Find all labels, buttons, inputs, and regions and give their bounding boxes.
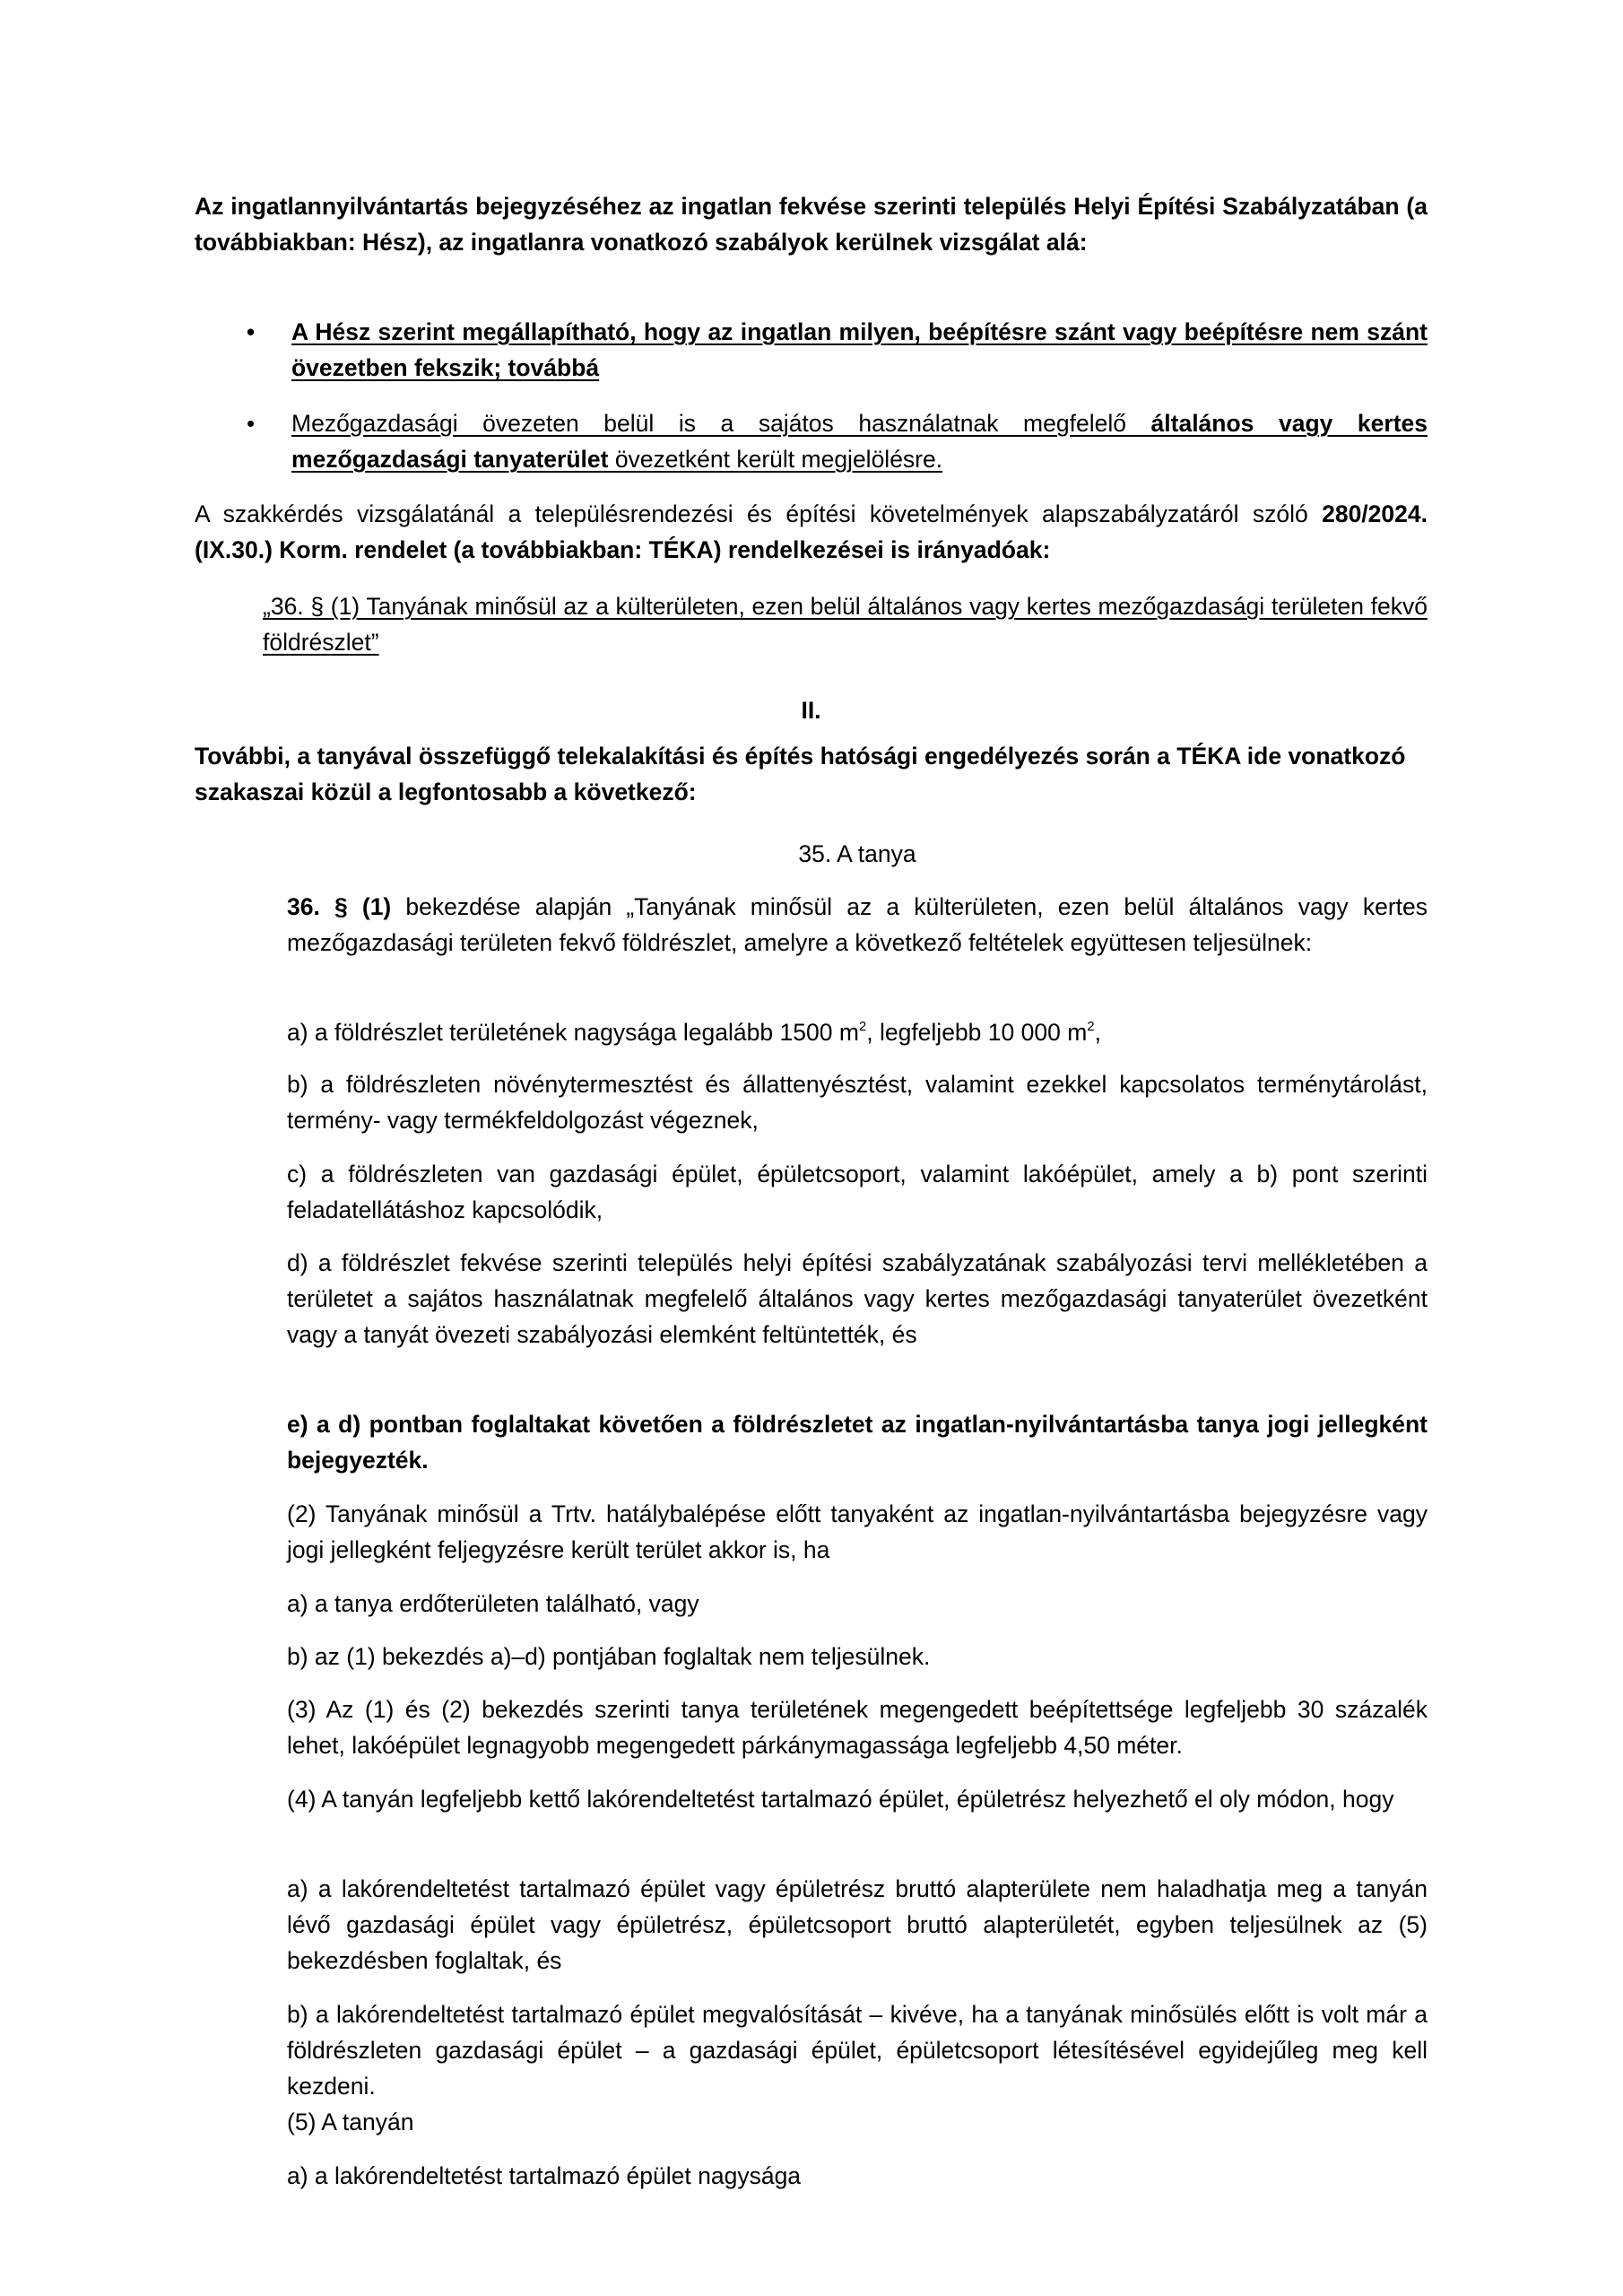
point-text: a) a földrészlet területének nagysága legalább 1500 m <box>287 1019 859 1046</box>
article-number: 36. § (1) <box>287 893 392 920</box>
bullet-text: Mezőgazdasági övezeten belül is a sajátos használatnak megfelelő <box>291 410 1151 437</box>
paragraph-4 <box>287 1781 1428 1817</box>
point-text: , <box>1094 1019 1101 1046</box>
point-4a <box>287 1871 1428 1979</box>
paragraph-text: (3) Az (1) és (2) bekezdés szerinti tanya területének megengedett beépítettsége legfeljebb 30 százalék lehet, lakóépület legnagyobb megengedett párkánymagassága legfeljebb 4,50 méter. <box>287 1696 1428 1759</box>
superscript: 2 <box>858 1019 867 1034</box>
point-text: a) a lakórendeltetést tartalmazó épület vagy épületrész bruttó alapterülete nem haladhatja meg a tanyán lévő gazdasági épület vagy épületrész, épületcsoport bruttó alapterületét, egyben teljesülnek az (5) bekezdésben foglaltak, és <box>287 1875 1428 1974</box>
quote-text: „36. § (1) Tanyának minősül az a külterületen, ezen belül általános vagy kertes mezőgazdasági területen fekvő földrészlet” <box>263 593 1428 656</box>
subtitle-text: 35. A tanya <box>798 840 916 867</box>
point-2a <box>287 1586 1428 1622</box>
article-lead-text: bekezdése alapján „Tanyának minősül az a külterületen, ezen belül általános vagy kertes mezőgazdasági területen fekvő földrészlet, amelyre a következő feltételek együttesen teljesülnek: <box>287 893 1428 956</box>
point-text: b) az (1) bekezdés a)–d) pontjában foglaltak nem teljesülnek. <box>287 1643 931 1670</box>
bullet-icon: • <box>247 410 256 437</box>
paragraph-5 <box>287 2104 1428 2140</box>
superscript: 2 <box>1087 1019 1095 1034</box>
bullet-text: A Hész szerint megállapítható, hogy az ingatlan milyen, beépítésre szánt vagy beépítésre nem szánt övezetben fekszik; továbbá <box>291 318 1428 381</box>
teka-intro-text: A szakkérdés vizsgálatánál a településrendezési és építési követelmények alapszabályzatáról szóló <box>195 500 1323 527</box>
article-36-paragraph-1 <box>287 889 1428 961</box>
point-5a <box>287 2158 1428 2194</box>
teka-reference: 280/2024. (IX.30.) Korm. rendelet (a továbbiakban: TÉKA) rendelkezései is irányadóak: <box>195 500 1428 563</box>
section-number <box>195 692 1428 728</box>
paragraph-text: (5) A tanyán <box>287 2109 414 2135</box>
intro-paragraph <box>195 188 1428 260</box>
section-number-text: II. <box>801 697 821 724</box>
paragraph-text: (2) Tanyának minősül a Trtv. hatálybalépése előtt tanyaként az ingatlan-nyilvántartásba bejegyzésre vagy jogi jellegként feljegyzésre került terület akkor is, ha <box>287 1500 1428 1563</box>
point-4b <box>287 1996 1428 2104</box>
point-1c <box>287 1156 1428 1228</box>
point-text: e) a d) pontban foglaltakat követően a földrészletet az ingatlan-nyilvántartásba tanya jogi jellegként bejegyezték. <box>287 1411 1428 1474</box>
point-1b <box>287 1066 1428 1138</box>
bullet-text-end: övezetként került megjelölésre. <box>608 446 943 473</box>
point-text: a) a lakórendeltetést tartalmazó épület nagysága <box>287 2162 802 2189</box>
section-heading-text: További, a tanyával összefüggő telekalakítási és építés hatósági engedélyezés során a TÉKA ide vonatkozó szakaszai közül a legfontosabb a következő: <box>195 743 1406 805</box>
section-heading <box>195 738 1428 810</box>
quote-paragraph <box>263 588 1428 660</box>
teka-intro-paragraph <box>195 496 1428 568</box>
point-1a <box>287 1014 1428 1050</box>
bullet-item-hesz <box>247 314 1428 386</box>
point-1e <box>287 1406 1428 1478</box>
bullet-item-mezogazdasagi <box>247 405 1428 477</box>
point-text: d) a földrészlet fekvése szerinti település helyi építési szabályzatának szabályozási tervi mellékletében a területet a sajátos használatnak megfelelő általános vagy kertes mezőgazdasági tanyaterület övezetként vagy a tanyát övezeti szabályozási elemként feltüntették, és <box>287 1249 1428 1348</box>
point-1d <box>287 1245 1428 1352</box>
point-text: b) a földrészleten növénytermesztést és állattenyésztést, valamint ezekkel kapcsolatos terménytárolást, termény- vagy termékfeldolgozást végeznek, <box>287 1071 1428 1134</box>
subtitle <box>287 836 1428 872</box>
intro-text: Az ingatlannyilvántartás bejegyzéséhez az ingatlan fekvése szerinti település Helyi Építési Szabályzatában (a továbbiakban: Hész), az ingatlanra vonatkozó szabályok kerülnek vizsgálat alá: <box>195 193 1428 256</box>
point-text: b) a lakórendeltetést tartalmazó épület megvalósítását – kivéve, ha a tanyának minősülés előtt is volt már a földrészleten gazdasági épület – a gazdasági épület, épületcsoport létesítésével egyidejűleg meg kell kezdeni. <box>287 2001 1428 2100</box>
point-text: c) a földrészleten van gazdasági épület, épületcsoport, valamint lakóépület, amely a b) pont szerinti feladatellátáshoz kapcsolódik, <box>287 1161 1428 1223</box>
paragraph-2 <box>287 1496 1428 1568</box>
point-2b <box>287 1639 1428 1674</box>
bullet-icon: • <box>247 318 256 345</box>
bullet-bold-text: általános vagy kertes mezőgazdasági tanyaterület <box>291 410 1428 473</box>
point-text: a) a tanya erdőterületen található, vagy <box>287 1590 699 1617</box>
paragraph-3 <box>287 1692 1428 1763</box>
point-text: , legfeljebb 10 000 m <box>866 1019 1088 1046</box>
paragraph-text: (4) A tanyán legfeljebb kettő lakórendeltetést tartalmazó épület, épületrész helyezhető el oly módon, hogy <box>287 1786 1394 1813</box>
